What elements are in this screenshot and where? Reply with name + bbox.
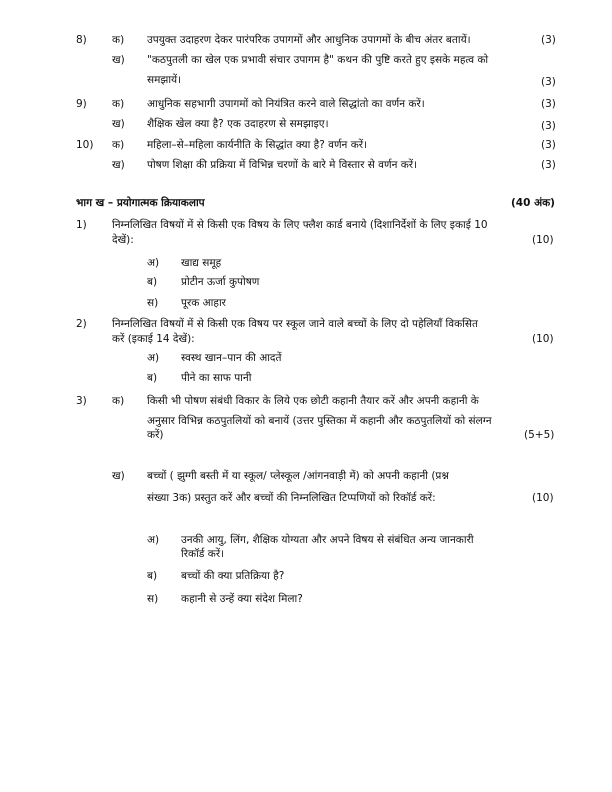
list-item-label: ब) <box>147 372 158 384</box>
marks: (10) <box>532 234 554 246</box>
marks: (3) <box>541 159 556 171</box>
list-item-label: अ) <box>147 257 160 269</box>
marks: (3) <box>541 139 556 151</box>
marks: (3) <box>541 120 556 132</box>
list-item-label: स) <box>147 297 159 309</box>
sub-label: ख) <box>112 470 125 482</box>
list-item-label: स) <box>147 593 159 605</box>
question-text: निम्नलिखित विषयों में से किसी एक विषय पर स्कूल जाने वाले बच्चों के लिए दो पहेलियाँ विकसित <box>112 318 478 330</box>
question-text: आधुनिक सहभागी उपागमों को नियंत्रित करने वाले सिद्धांतो का वर्णन करें। <box>147 98 425 110</box>
sub-label: ख) <box>112 118 125 130</box>
question-text: निम्नलिखित विषयों में से किसी एक विषय के लिए फ्लैश कार्ड बनाये (दिशानिर्देशों के लिए इकाई 10 <box>112 219 488 231</box>
sub-label: क) <box>112 395 125 407</box>
list-item: उनकी आयु, लिंग, शैक्षिक योग्यता और अपने विषय से संबंधित अन्य जानकारी <box>181 534 474 546</box>
sub-label: क) <box>112 139 125 151</box>
list-item: पूरक आहार <box>181 297 226 309</box>
list-item: प्रोटीन ऊर्जा कुपोषण <box>181 276 260 288</box>
question-number: 2) <box>76 318 87 330</box>
list-item-label: ब) <box>147 570 158 582</box>
question-text: पोषण शिक्षा की प्रक्रिया में विभिन्न चरणों के बारे मे विस्तार से वर्णन करें। <box>147 159 418 171</box>
list-item-label: ब) <box>147 276 158 288</box>
question-text-cont: करें) <box>147 429 164 441</box>
question-text-cont: अनुसार विभिन्न कठपुतलियों को बनायें (उत्तर पुस्तिका में कहानी और कठपुतलियों को संलग्न <box>147 415 492 427</box>
marks: (10) <box>532 492 554 504</box>
question-number: 9) <box>76 98 87 110</box>
list-item: खाद्य समूह <box>181 257 222 269</box>
question-number: 8) <box>76 34 87 46</box>
question-number: 10) <box>76 139 94 151</box>
list-item-label: अ) <box>147 352 160 364</box>
list-item: बच्चों की क्या प्रतिक्रिया है? <box>181 570 285 582</box>
marks: (10) <box>532 333 554 345</box>
sub-label: क) <box>112 34 125 46</box>
list-item: स्वस्थ खान–पान की आदतें <box>181 352 282 364</box>
question-number: 1) <box>76 219 87 231</box>
question-text-cont: संख्या 3क) प्रस्तुत करें और बच्चों की निम्नलिखित टिप्पणियों को रिकॉर्ड करें: <box>147 492 436 504</box>
question-text-cont: समझायें। <box>147 74 182 86</box>
sub-label: ख) <box>112 159 125 171</box>
sub-label: ख) <box>112 54 125 66</box>
marks: (3) <box>541 98 556 110</box>
list-item-cont: रिकॉर्ड करें। <box>181 548 225 560</box>
list-item: पीने का साफ पानी <box>181 372 252 384</box>
question-text: उपयुक्त उदाहरण देकर पारंपरिक उपागमों और आधुनिक उपागमों के बीच अंतर बतायें। <box>147 34 471 46</box>
question-number: 3) <box>76 395 87 407</box>
question-text: महिला–से–महिला कार्यनीति के सिद्धांत क्या है? वर्णन करें। <box>147 139 368 151</box>
list-item: कहानी से उन्हें क्या संदेश मिला? <box>181 593 303 605</box>
marks: (3) <box>541 76 556 88</box>
marks: (5+5) <box>524 429 555 441</box>
question-text: किसी भी पोषण संबंधी विकार के लिये एक छोटी कहानी तैयार करें और अपनी कहानी के <box>147 395 479 407</box>
marks: (3) <box>541 34 556 46</box>
question-text: शैक्षिक खेल क्या है? एक उदाहरण से समझाइए। <box>147 118 329 130</box>
list-item-label: अ) <box>147 534 160 546</box>
question-text: "कठपुतली का खेल एक प्रभावी संचार उपागम है" कथन की पुष्टि करते हुए इसके महत्व को <box>147 54 489 66</box>
question-text-cont: देखें): <box>112 234 134 246</box>
section-title: भाग ख – प्रयोगात्मक क्रियाकलाप <box>76 197 205 209</box>
sub-label: क) <box>112 98 125 110</box>
question-text: बच्चों ( झुग्गी बस्ती में या स्कूल/ प्लेस्कूल /आंगनवाड़ी में) को अपनी कहानी (प्रश्न <box>147 470 449 482</box>
section-marks: (40 अंक) <box>511 197 555 209</box>
question-text-cont: करें (इकाई 14 देखें): <box>112 333 195 345</box>
